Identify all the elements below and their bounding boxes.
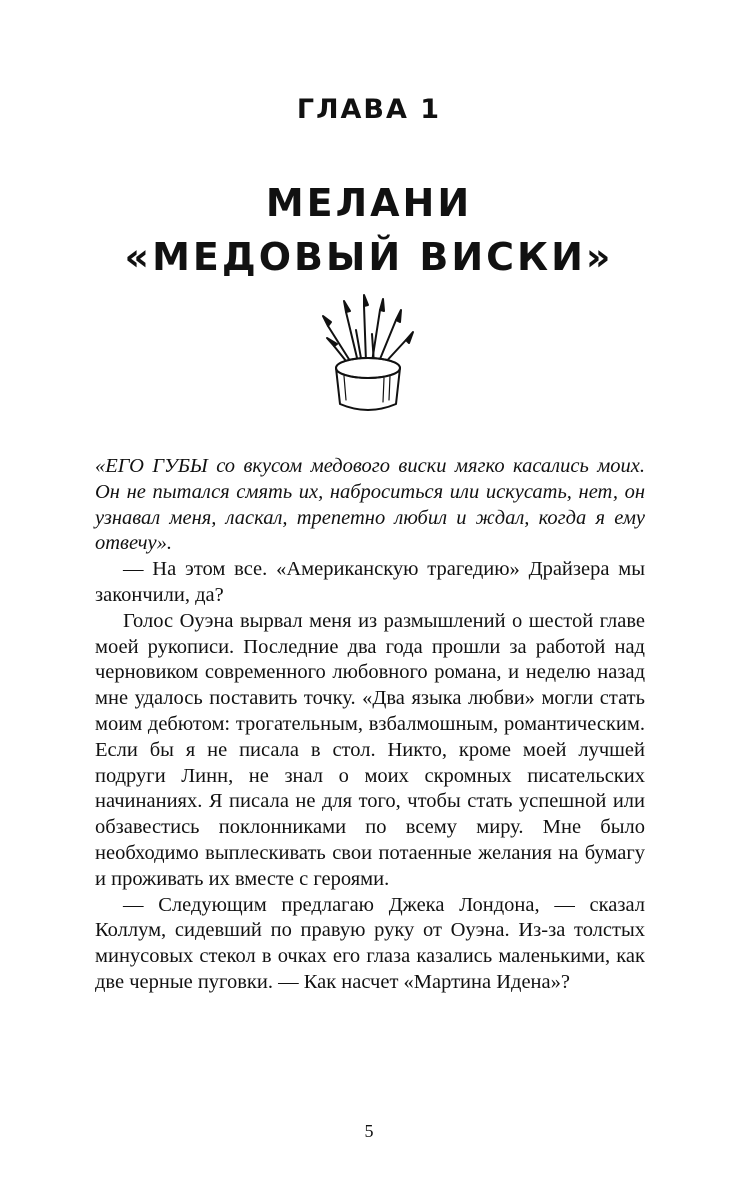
epigraph-paragraph: «ЕГО ГУБЫ со вкусом медового виски мягко касались моих. Он не пытался смять их, наброситься или искусать, нет, он узнавал меня, ласкал, трепетно любил и ждал, когда я ему отвечу». [95,455,645,555]
text-paragraph: Голос Оуэна вырвал меня из размышлений о шестой главе моей рукописи. Последние два года прошли за работой над черновиком современного любовного романа, и неделю назад мне удалось поставить точку. «Два языка любви» могли стать моим дебютом: трогательным, взбалмошным, романтическим. Если бы я не писала в стол. Никто, кроме моей лучшей подруги Линн, не знал о моих скромных писательских начинаниях. Я писала не для того, чтобы стать успешной или обзавестись поклонниками по всему миру. Мне было необходимо выплескивать свои потаенные желания на бумагу и проживать их вместе с героями. [95,609,645,890]
chapter-text [95,454,645,996]
chapter-label: ГЛАВА 1 [296,94,442,125]
page-number: 5 [364,1121,374,1141]
chapter-title-line-1: МЕЛАНИ [265,181,473,225]
chapter-title [0,176,738,284]
pencil-cup-icon [312,290,424,418]
text-paragraph: — На этом все. «Американскую трагедию» Драйзера мы закончили, да? [95,558,645,606]
chapter-title-line-2: «МЕДОВЫЙ ВИСКИ» [124,235,614,279]
text-paragraph: — Следующим предлагаю Джека Лондона, — сказал Коллум, сидевший по правую руку от Оуэна. Из-за толстых минусовых стекол в очках его глаза казались маленькими, как две черные пуговки. — Как насчет «Мартина Идена»? [95,893,645,993]
